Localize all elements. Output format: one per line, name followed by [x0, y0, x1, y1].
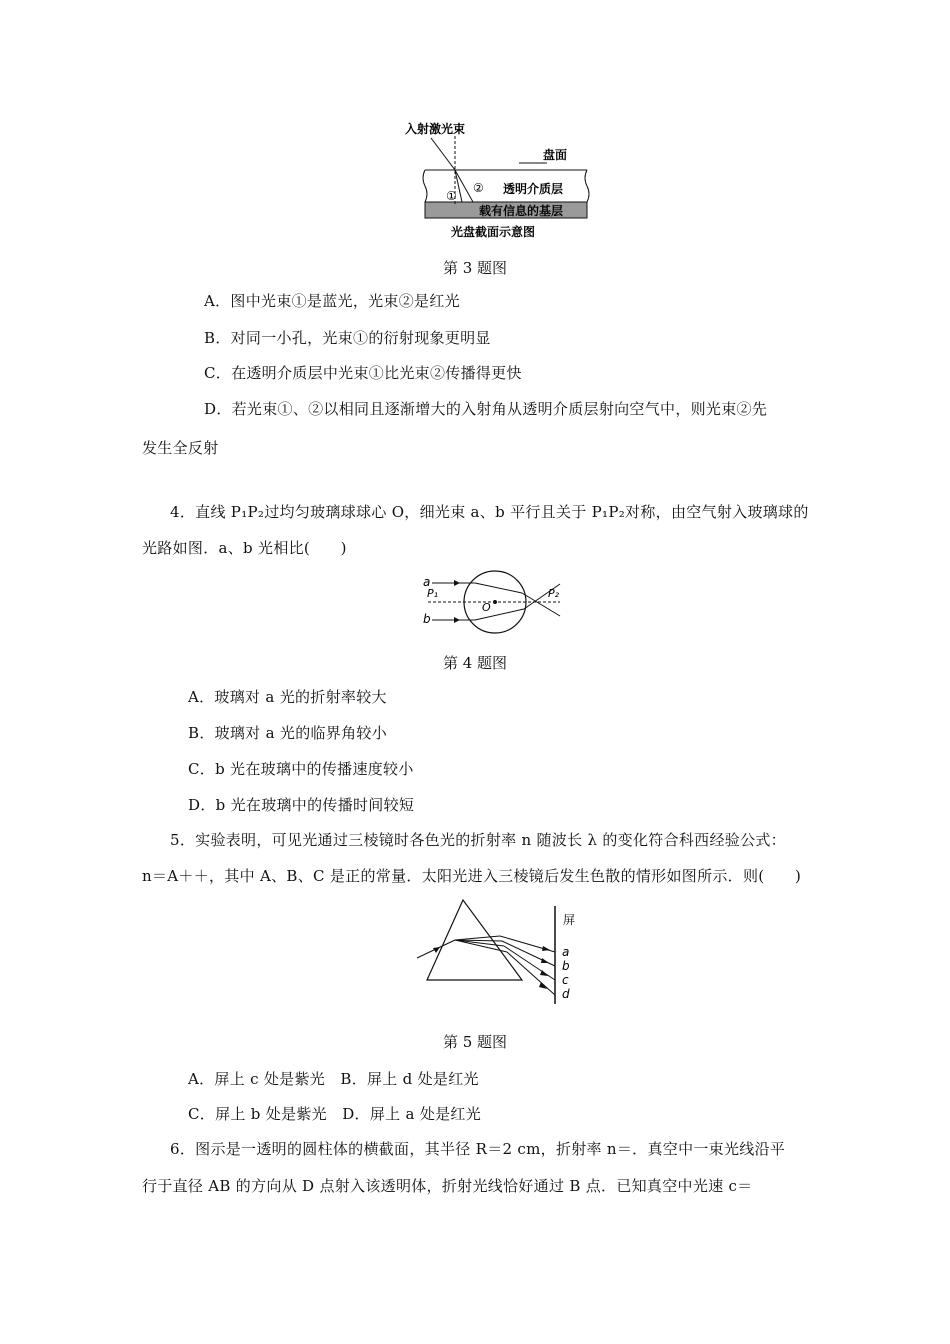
p2-label: P₂	[548, 587, 560, 600]
q5-stem-line1: 5．实验表明，可见光通过三棱镜时各色光的折射率 n 随波长 λ 的变化符合科西经验公式：	[170, 831, 786, 849]
q5-stem-line2: n＝A＋＋，其中 A、B、C 是正的常量．太阳光进入三棱镜后发生色散的情形如图所示．则( )	[142, 867, 802, 885]
ray-b-label: b	[423, 612, 431, 626]
screen-point-a: a	[562, 945, 570, 959]
q5-options-row1: A．屏上 c 处是紫光 B．屏上 d 处是红光	[188, 1070, 479, 1088]
figure-3-caption: 第 3 题图	[442, 259, 508, 277]
q3-option-d: D．若光束①、②以相同且逐渐增大的入射角从透明介质层射向空气中，则光束②先	[204, 400, 768, 418]
beam-1-label: ①	[446, 189, 457, 203]
q4-stem-line1: 4．直线 P₁P₂过均匀玻璃球球心 O，细光束 a、b 平行且关于 P₁P₂对称，由空气射入玻璃球的	[170, 503, 809, 521]
disc-surface-label: 盘面	[543, 148, 568, 162]
ray-a-label: a	[423, 575, 431, 589]
q3-option-d-cont: 发生全反射	[142, 439, 219, 457]
screen-label: 屏	[563, 913, 576, 927]
center-o-label: O	[482, 601, 491, 614]
screen-point-d: d	[562, 987, 570, 1001]
q4-option-a: A．玻璃对 a 光的折射率较大	[188, 688, 387, 706]
q5-options-row2: C．屏上 b 处是紫光 D．屏上 a 处是红光	[188, 1105, 482, 1123]
q6-stem-line1: 6．图示是一透明的圆柱体的横截面，其半径 R＝2 cm，折射率 n＝．真空中一束光线沿平	[170, 1140, 786, 1158]
glass-sphere-figure	[420, 566, 580, 636]
figure-4-caption: 第 4 题图	[442, 654, 508, 672]
q4-option-d: D．b 光在玻璃中的传播时间较短	[188, 796, 415, 814]
figure-title: 光盘截面示意图	[451, 225, 536, 239]
q3-option-b: B．对同一小孔，光束①的衍射现象更明显	[204, 329, 491, 347]
p1-label: P₁	[427, 587, 439, 600]
prism-dispersion-figure	[415, 898, 585, 1008]
transparent-layer-label: 透明介质层	[503, 182, 564, 196]
q4-stem-line2: 光路如图．a、b 光相比( )	[142, 539, 347, 557]
q6-stem-line2: 行于直径 AB 的方向从 D 点射入该透明体，折射光线恰好通过 B 点．已知真空中光速 c＝	[142, 1177, 753, 1195]
info-base-label: 载有信息的基层	[479, 204, 564, 218]
q4-option-b: B．玻璃对 a 光的临界角较小	[188, 724, 388, 742]
beam-2-label: ②	[473, 181, 484, 195]
q3-option-a: A．图中光束①是蓝光，光束②是红光	[204, 292, 460, 310]
figure-5-caption: 第 5 题图	[442, 1033, 508, 1051]
screen-point-b: b	[562, 959, 570, 973]
disc-cross-section-figure	[405, 118, 595, 244]
q4-option-c: C．b 光在玻璃中的传播速度较小	[188, 760, 414, 778]
q3-option-c: C．在透明介质层中光束①比光束②传播得更快	[204, 364, 522, 382]
screen-point-c: c	[562, 973, 569, 987]
incident-beam-label: 入射激光束	[405, 122, 466, 136]
